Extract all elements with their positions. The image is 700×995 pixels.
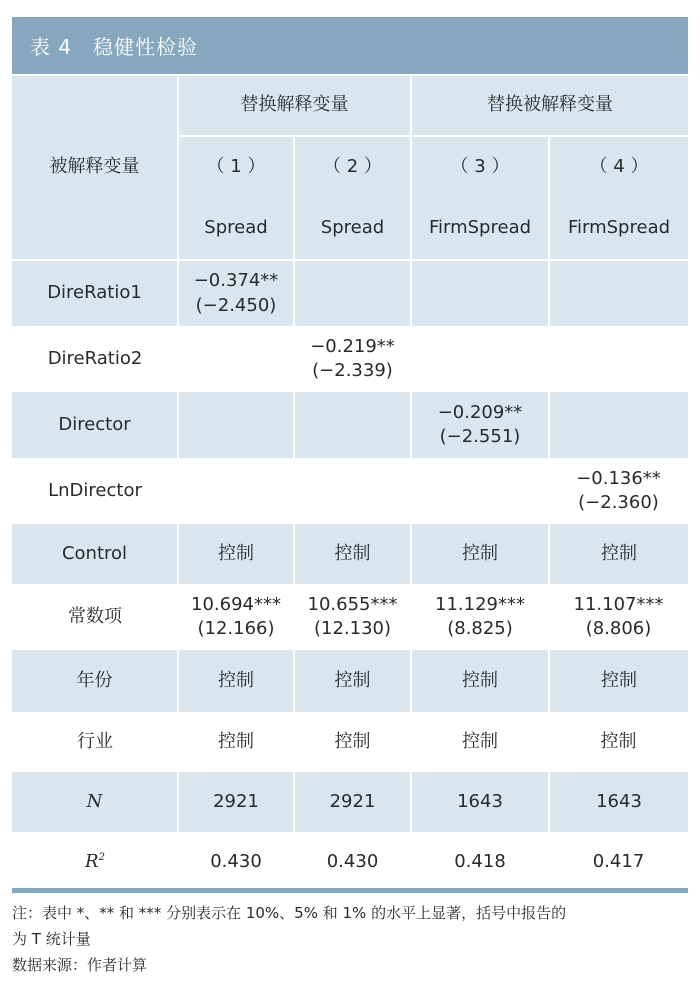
col-number: （ 2 ） (294, 136, 411, 198)
table-cell: 控制 (178, 524, 294, 584)
table-cell: 控制 (178, 650, 294, 712)
col-depvar: Spread (178, 198, 294, 260)
table-cell: −0.136** (−2.360) (576, 467, 661, 513)
table-row (12, 584, 688, 650)
table-cell: 控制 (600, 730, 637, 752)
table-row (12, 772, 688, 832)
table-cell: 11.129*** (8.825) (435, 593, 525, 639)
col-depvar: Spread (294, 198, 411, 260)
table-cell: 0.430 (210, 850, 262, 872)
robustness-table (12, 76, 688, 892)
table-cell (294, 392, 411, 458)
col-number: （ 1 ） (178, 136, 294, 198)
col-number: （ 3 ） (411, 136, 549, 198)
table-cell (411, 260, 549, 326)
table-cell: 1643 (411, 772, 549, 832)
table-cell: 2921 (294, 772, 411, 832)
table-cell: −0.209** (−2.551) (411, 392, 549, 458)
table-cell: 控制 (411, 650, 549, 712)
row-label: DireRatio2 (47, 347, 143, 369)
table-cell: 控制 (218, 730, 254, 752)
row-label: DireRatio1 (12, 260, 178, 326)
table-cell (294, 260, 411, 326)
table-cell: 控制 (549, 650, 688, 712)
col-number: （ 4 ） (549, 136, 688, 198)
table-bottom-rule (12, 888, 688, 893)
row-label: $R^2$ (85, 850, 105, 872)
table-title-bar (12, 17, 688, 74)
header-dependent-variable: 被解释变量 (12, 76, 178, 260)
table-title: 表 4 稳健性检验 (30, 35, 199, 59)
table-row (12, 326, 688, 392)
header-group-dependent: 替换被解释变量 (411, 76, 688, 136)
table-cell (411, 458, 549, 524)
row-label: N (12, 772, 178, 832)
col-depvar: FirmSpread (549, 198, 688, 260)
table-cell: 10.694*** (12.166) (191, 593, 281, 639)
note-line: 注：表中 *、** 和 *** 分别表示在 10%、5% 和 1% 的水平上显著，括号中报告的 (12, 904, 567, 922)
row-label: 年份 (12, 650, 178, 712)
table-row (12, 458, 688, 524)
table-cell: 控制 (334, 730, 371, 752)
table-notes (12, 900, 692, 978)
table-cell: 控制 (294, 524, 411, 584)
note-line: 为 T 统计量 (12, 930, 91, 948)
source-line: 数据来源：作者计算 (12, 956, 148, 974)
table-cell (294, 458, 411, 524)
table-row (12, 650, 688, 712)
table-cell (178, 326, 294, 392)
table-cell: 0.418 (454, 850, 506, 872)
table-row (12, 712, 688, 772)
row-label: 行业 (77, 730, 113, 752)
table-row (12, 260, 688, 326)
table-row (12, 832, 688, 892)
table-cell: 控制 (294, 650, 411, 712)
table-cell: −0.374** (−2.450) (178, 260, 294, 326)
table-cell: −0.219** (−2.339) (310, 335, 395, 381)
table-cell: 2921 (178, 772, 294, 832)
table-cell: 0.430 (326, 850, 379, 872)
row-label: 常数项 (68, 605, 122, 627)
table-cell (411, 326, 549, 392)
table-cell: 控制 (462, 730, 498, 752)
table-cell: 10.655*** (12.130) (307, 593, 398, 639)
table-row (12, 392, 688, 458)
table-cell: 控制 (411, 524, 549, 584)
row-label: Control (12, 524, 178, 584)
table-cell: 11.107*** (8.806) (573, 593, 664, 639)
table-cell (178, 458, 294, 524)
table-cell: 0.417 (592, 850, 645, 872)
table-cell: 控制 (549, 524, 688, 584)
table-row (12, 524, 688, 584)
row-label: LnDirector (48, 479, 142, 501)
row-label: Director (12, 392, 178, 458)
table-cell: 1643 (549, 772, 688, 832)
table-cell (549, 260, 688, 326)
header-group-explanatory: 替换解释变量 (178, 76, 411, 136)
table-cell (549, 392, 688, 458)
table-cell (549, 326, 688, 392)
header-row-groups (12, 76, 688, 136)
col-depvar: FirmSpread (411, 198, 549, 260)
table-cell (178, 392, 294, 458)
